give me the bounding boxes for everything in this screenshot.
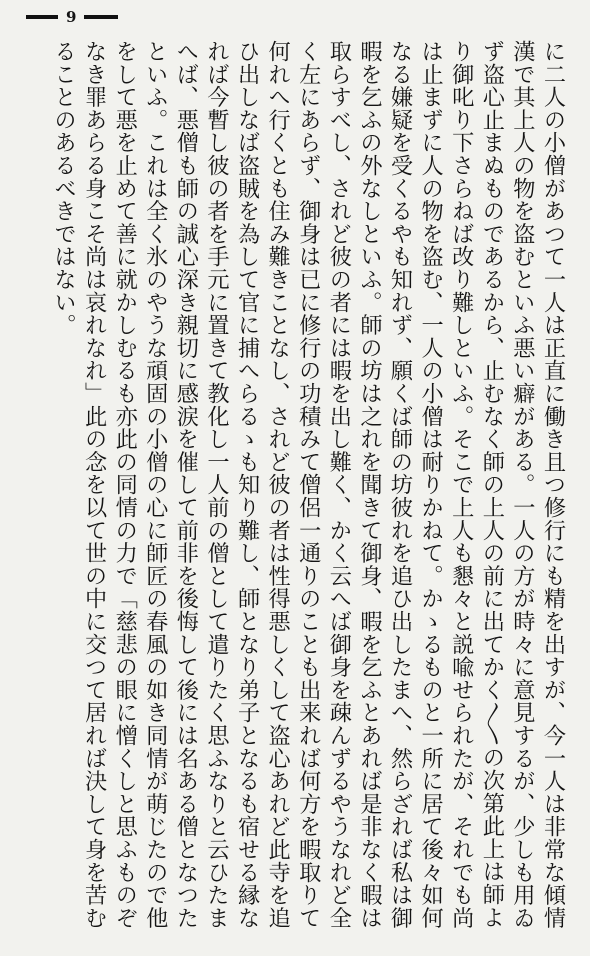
- page-number: 9: [66, 7, 77, 26]
- folio-rule-left: [26, 15, 58, 19]
- section-spacer: [18, 40, 48, 940]
- previous-section-paragraph: に二人の小僧があつて一人は正直に働き且つ修行にも精を出すが、今一人は非常な傾情漢で其上人の物を盗むといふ悪い癖がある。一人の方が時々に意見するが、少しも用ゐず盗心止まぬものであるから、止むなく師の上人の前に出てかく〳〵の次第此上は師より御叱り下さらねば改り難しといふ。そこで上人も懇々と説喩せられたが、それでも尚は止まずに人の物を盗む、一人の小僧は耐りかねて。かゝるものと一所に居て後々如何なる嫌疑を受くるやも知れず、願くば師の坊彼れを追ひ出したまへ、然らざれば私は御暇を乞ふの外なしといふ。師の坊は之れを聞きて御身、暇を乞ふとあれば是非なく暇は取らすべし、されど彼の者には暇を出し難く、かく云へば御身を疎んずるやうなれど全く左にあらず、御身は已に修行の功積みて僧侶一通りのことも出来れば何方を暇取りて何れへ行くとも住み難きことなし、されど彼の者は性得悪しくして盗心あれど此寺を追ひ出しなば盗賊を為して官に捕へらるゝも知り難し、師となり弟子となるも宿せる縁なれば今暫し彼の者を手元に置きて教化し一人前の僧として遣りたく思ふなりと云ひたまへば、悪僧も師の誠心深き親切に感涙を催して前非を後悔して後には名ある僧となつたといふ。これは全く氷のやうな頑固の小僧の心に師匠の春風の如き同情が萌じたので他をして悪を止めて善に就かしむるも亦此の同情の力で「慈悲の眼に憎くしと思ふものぞなき罪あらる身こそ尚は哀れなれ」此の念を以て世の中に交つて居れば決して身を苦むることのあるべきではない。: [50, 40, 566, 930]
- folio: [26, 6, 136, 28]
- folio-rule-right: [84, 15, 118, 19]
- vertical-text-block: [18, 40, 568, 940]
